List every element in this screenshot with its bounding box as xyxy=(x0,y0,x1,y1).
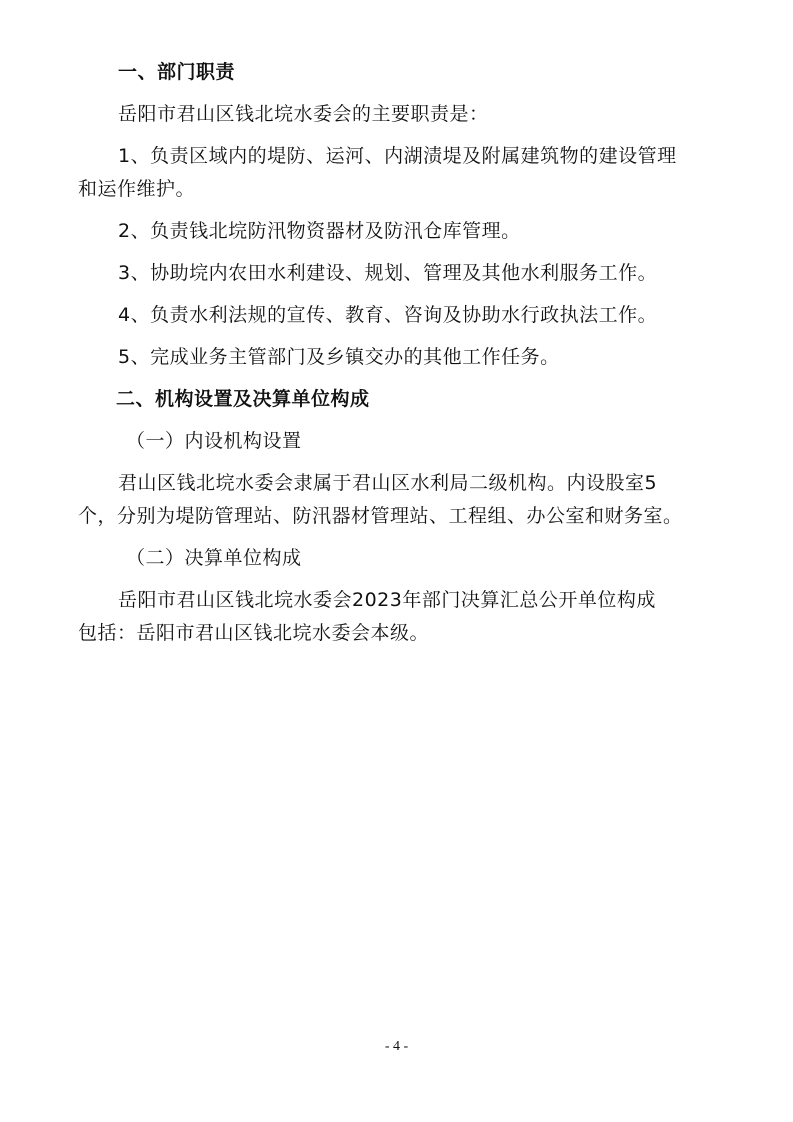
duty-item-1 xyxy=(78,140,708,206)
page-number: - 4 - xyxy=(384,1039,409,1054)
section-heading-duties: 一、部门职责 xyxy=(118,61,236,83)
internal-structure-line-1: 君山区钱北垸水委会隶属于君山区水利局二级机构。内设股室5 xyxy=(118,472,658,494)
internal-structure-line-2: 个，分别为堤防管理站、防汛器材管理站、工程组、办公室和财务室。 xyxy=(78,505,683,527)
document-body xyxy=(78,56,708,659)
duty-item-5: 5、完成业务主管部门及乡镇交办的其他工作任务。 xyxy=(118,346,560,368)
section-heading-structure: 二、机构设置及决算单位构成 xyxy=(116,388,370,410)
duties-intro: 岳阳市君山区钱北垸水委会的主要职责是： xyxy=(118,103,489,125)
subsection-heading-internal: （一）内设机构设置 xyxy=(126,430,302,452)
subsection-heading-units: （二）决算单位构成 xyxy=(126,547,302,569)
internal-structure-paragraph xyxy=(78,467,708,533)
duty-item-1-line-2: 和运作维护。 xyxy=(78,178,196,200)
duty-item-2: 2、负责钱北垸防汛物资器材及防汛仓库管理。 xyxy=(118,220,521,242)
units-line-1: 岳阳市君山区钱北垸水委会2023年部门决算汇总公开单位构成 xyxy=(118,589,656,611)
duty-item-1-line-1: 1、负责区域内的堤防、运河、内湖渍堤及附属建筑物的建设管理 xyxy=(118,145,677,167)
duty-item-4: 4、负责水利法规的宣传、教育、咨询及协助水行政执法工作。 xyxy=(118,304,658,326)
duty-item-3: 3、协助垸内农田水利建设、规划、管理及其他水利服务工作。 xyxy=(118,262,658,284)
units-paragraph xyxy=(78,584,708,650)
units-line-2: 包括：岳阳市君山区钱北垸水委会本级。 xyxy=(78,622,430,644)
